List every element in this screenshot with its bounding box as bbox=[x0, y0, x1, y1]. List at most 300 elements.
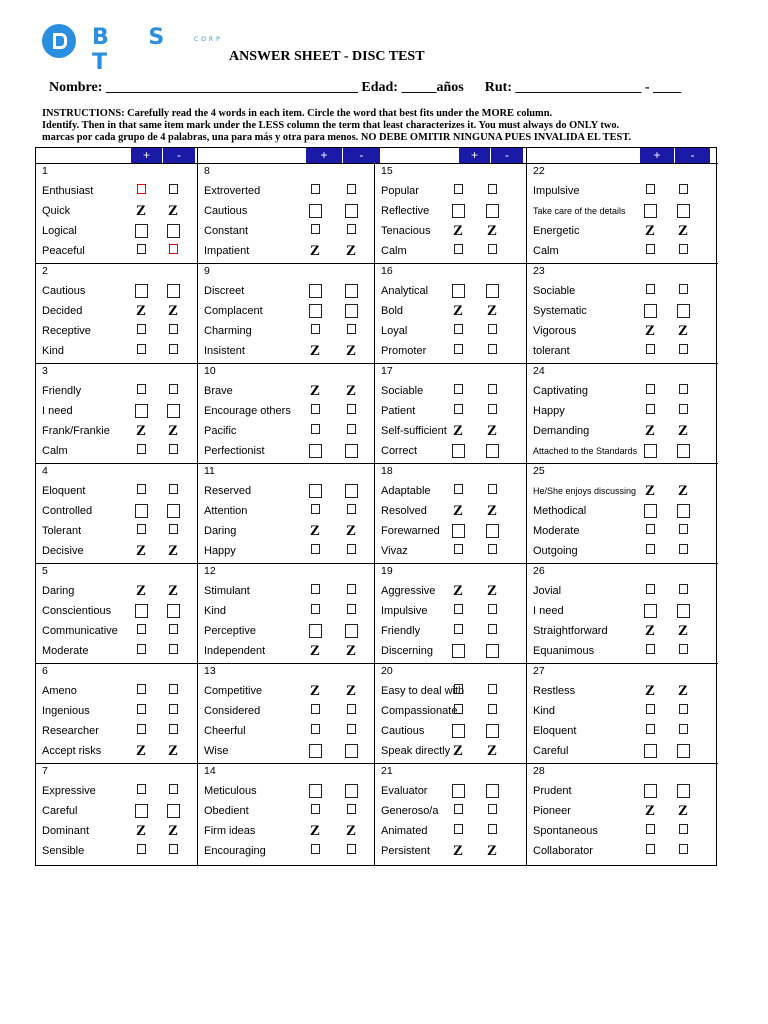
word-label: Controlled bbox=[42, 505, 93, 517]
more-checkbox[interactable] bbox=[308, 584, 322, 598]
more-checkbox[interactable] bbox=[134, 644, 148, 658]
less-checkbox[interactable] bbox=[344, 544, 358, 558]
word-row bbox=[375, 182, 526, 202]
less-checkbox[interactable] bbox=[676, 204, 690, 222]
less-checkbox[interactable] bbox=[485, 724, 499, 742]
more-checkbox[interactable] bbox=[134, 184, 148, 198]
less-checkbox[interactable] bbox=[166, 704, 180, 718]
more-checkbox[interactable] bbox=[643, 824, 657, 838]
more-checkbox[interactable]: Z bbox=[135, 823, 146, 839]
more-checkbox[interactable] bbox=[134, 284, 148, 302]
more-checkbox[interactable]: Z bbox=[644, 683, 655, 699]
more-checkbox[interactable] bbox=[451, 324, 465, 338]
less-checkbox[interactable]: Z bbox=[677, 803, 688, 819]
less-checkbox[interactable] bbox=[344, 184, 358, 198]
word-row bbox=[198, 382, 374, 402]
less-checkbox[interactable] bbox=[676, 604, 690, 622]
more-checkbox[interactable] bbox=[643, 744, 657, 762]
logo-b-icon bbox=[42, 24, 76, 58]
word-label: Restless bbox=[533, 685, 576, 697]
group-number: 28 bbox=[533, 765, 545, 777]
word-label: Cautious bbox=[42, 285, 86, 297]
less-checkbox[interactable] bbox=[344, 844, 358, 858]
more-checkbox[interactable]: Z bbox=[452, 423, 463, 439]
more-checkbox[interactable] bbox=[451, 184, 465, 198]
word-group bbox=[527, 564, 718, 664]
word-row bbox=[527, 422, 718, 442]
word-row bbox=[36, 222, 197, 242]
less-checkbox[interactable] bbox=[485, 604, 499, 618]
word-row bbox=[36, 322, 197, 342]
less-checkbox[interactable] bbox=[676, 444, 690, 462]
word-label: Attached to the Standards bbox=[533, 446, 638, 456]
less-checkbox[interactable] bbox=[344, 484, 358, 502]
less-checkbox[interactable] bbox=[676, 184, 690, 198]
less-checkbox[interactable] bbox=[676, 504, 690, 522]
less-checkbox[interactable] bbox=[166, 844, 180, 858]
less-checkbox[interactable]: Z bbox=[677, 483, 688, 499]
less-checkbox[interactable] bbox=[344, 724, 358, 738]
less-checkbox[interactable] bbox=[166, 344, 180, 358]
less-checkbox[interactable] bbox=[676, 384, 690, 398]
less-checkbox[interactable] bbox=[485, 184, 499, 198]
more-checkbox[interactable]: Z bbox=[309, 383, 320, 399]
less-checkbox[interactable] bbox=[166, 644, 180, 658]
word-label: Analytical bbox=[381, 285, 429, 297]
more-checkbox[interactable]: Z bbox=[309, 643, 320, 659]
more-checkbox[interactable]: Z bbox=[644, 803, 655, 819]
more-checkbox[interactable] bbox=[643, 404, 657, 418]
more-checkbox[interactable] bbox=[643, 704, 657, 718]
less-checkbox[interactable] bbox=[485, 704, 499, 718]
more-checkbox[interactable] bbox=[451, 684, 465, 698]
more-checkbox[interactable]: Z bbox=[452, 743, 463, 759]
more-checkbox[interactable] bbox=[308, 284, 322, 302]
answer-grid bbox=[35, 147, 717, 866]
more-checkbox[interactable] bbox=[643, 724, 657, 738]
instructions bbox=[42, 108, 732, 144]
more-checkbox[interactable]: Z bbox=[452, 583, 463, 599]
more-checkbox[interactable]: Z bbox=[452, 503, 463, 519]
more-checkbox[interactable] bbox=[451, 704, 465, 718]
less-checkbox[interactable] bbox=[166, 444, 180, 458]
more-checkbox[interactable] bbox=[134, 704, 148, 718]
word-row bbox=[527, 442, 718, 462]
more-checkbox[interactable] bbox=[134, 784, 148, 798]
more-checkbox[interactable]: Z bbox=[309, 823, 320, 839]
more-checkbox[interactable]: Z bbox=[309, 243, 320, 259]
less-checkbox[interactable]: Z bbox=[167, 743, 178, 759]
more-checkbox[interactable]: Z bbox=[135, 303, 146, 319]
less-checkbox[interactable] bbox=[344, 404, 358, 418]
more-checkbox[interactable] bbox=[134, 224, 148, 242]
word-row bbox=[36, 382, 197, 402]
more-checkbox[interactable] bbox=[134, 684, 148, 698]
group-number: 12 bbox=[204, 565, 216, 577]
less-checkbox[interactable] bbox=[166, 404, 180, 422]
less-checkbox[interactable] bbox=[344, 804, 358, 818]
more-checkbox[interactable]: Z bbox=[452, 223, 463, 239]
more-checkbox[interactable]: Z bbox=[135, 583, 146, 599]
less-checkbox[interactable] bbox=[344, 304, 358, 322]
more-checkbox[interactable] bbox=[643, 504, 657, 522]
more-checkbox[interactable] bbox=[134, 484, 148, 498]
word-row bbox=[198, 822, 374, 842]
word-group bbox=[375, 564, 526, 664]
word-row bbox=[375, 522, 526, 542]
less-checkbox[interactable] bbox=[344, 784, 358, 802]
less-checkbox[interactable] bbox=[485, 524, 499, 542]
less-checkbox[interactable] bbox=[676, 344, 690, 358]
word-label: Tolerant bbox=[42, 525, 82, 537]
word-row bbox=[375, 342, 526, 362]
more-checkbox[interactable] bbox=[643, 644, 657, 658]
less-checkbox[interactable] bbox=[676, 544, 690, 558]
more-checkbox[interactable] bbox=[643, 244, 657, 258]
word-label: Conscientious bbox=[42, 605, 112, 617]
word-row bbox=[198, 442, 374, 462]
word-row bbox=[36, 602, 197, 622]
less-checkbox[interactable]: Z bbox=[486, 223, 497, 239]
less-checkbox[interactable] bbox=[166, 324, 180, 338]
more-checkbox[interactable] bbox=[643, 204, 657, 222]
word-label: Cheerful bbox=[204, 725, 246, 737]
more-checkbox[interactable] bbox=[308, 784, 322, 802]
word-row bbox=[36, 282, 197, 302]
less-checkbox[interactable] bbox=[485, 684, 499, 698]
more-checkbox[interactable] bbox=[451, 244, 465, 258]
more-checkbox[interactable] bbox=[451, 784, 465, 802]
word-label: Captivating bbox=[533, 385, 589, 397]
less-checkbox[interactable]: Z bbox=[677, 223, 688, 239]
less-checkbox[interactable]: Z bbox=[345, 683, 356, 699]
less-checkbox[interactable]: Z bbox=[167, 203, 178, 219]
word-label: He/She enjoys discussing bbox=[533, 486, 637, 496]
more-checkbox[interactable]: Z bbox=[644, 223, 655, 239]
group-number: 26 bbox=[533, 565, 545, 577]
more-checkbox[interactable] bbox=[451, 624, 465, 638]
more-checkbox[interactable] bbox=[643, 444, 657, 462]
word-label: Discerning bbox=[381, 645, 433, 657]
less-checkbox[interactable] bbox=[676, 244, 690, 258]
word-label: Calm bbox=[381, 245, 407, 257]
less-checkbox[interactable] bbox=[676, 304, 690, 322]
word-row bbox=[36, 542, 197, 562]
more-checkbox[interactable] bbox=[308, 484, 322, 502]
column-header bbox=[375, 148, 526, 164]
more-checkbox[interactable] bbox=[451, 824, 465, 838]
less-checkbox[interactable] bbox=[485, 324, 499, 338]
word-row bbox=[36, 822, 197, 842]
more-checkbox[interactable] bbox=[451, 384, 465, 398]
more-checkbox[interactable]: Z bbox=[135, 743, 146, 759]
less-checkbox[interactable]: Z bbox=[345, 343, 356, 359]
more-checkbox[interactable] bbox=[643, 844, 657, 858]
more-checkbox[interactable] bbox=[134, 804, 148, 822]
more-checkbox[interactable] bbox=[134, 324, 148, 338]
word-label: Prudent bbox=[533, 785, 572, 797]
less-checkbox[interactable] bbox=[676, 724, 690, 738]
less-checkbox[interactable] bbox=[485, 344, 499, 358]
more-checkbox[interactable] bbox=[308, 444, 322, 462]
more-checkbox[interactable] bbox=[308, 724, 322, 738]
less-checkbox[interactable] bbox=[485, 204, 499, 222]
more-checkbox[interactable]: Z bbox=[644, 423, 655, 439]
more-checkbox[interactable] bbox=[134, 504, 148, 522]
less-checkbox[interactable]: Z bbox=[167, 583, 178, 599]
less-checkbox[interactable]: Z bbox=[167, 823, 178, 839]
more-checkbox[interactable] bbox=[643, 544, 657, 558]
less-checkbox[interactable] bbox=[485, 784, 499, 802]
less-checkbox[interactable] bbox=[676, 524, 690, 538]
more-checkbox[interactable]: Z bbox=[644, 623, 655, 639]
less-checkbox[interactable] bbox=[344, 204, 358, 222]
less-checkbox[interactable] bbox=[166, 684, 180, 698]
more-checkbox[interactable] bbox=[451, 524, 465, 542]
more-checkbox[interactable] bbox=[134, 444, 148, 458]
less-checkbox[interactable] bbox=[166, 604, 180, 622]
less-checkbox[interactable] bbox=[344, 224, 358, 238]
word-row bbox=[375, 502, 526, 522]
less-checkbox[interactable] bbox=[676, 644, 690, 658]
less-checkbox[interactable] bbox=[676, 824, 690, 838]
more-checkbox[interactable] bbox=[134, 724, 148, 738]
less-checkbox[interactable] bbox=[166, 384, 180, 398]
word-group bbox=[198, 264, 374, 364]
more-checkbox[interactable] bbox=[134, 604, 148, 622]
word-label: Energetic bbox=[533, 225, 580, 237]
word-label: Bold bbox=[381, 305, 404, 317]
word-label: Logical bbox=[42, 225, 77, 237]
less-checkbox[interactable] bbox=[344, 624, 358, 642]
less-checkbox[interactable]: Z bbox=[167, 303, 178, 319]
more-checkbox[interactable] bbox=[308, 704, 322, 718]
less-checkbox[interactable] bbox=[485, 804, 499, 818]
more-checkbox[interactable] bbox=[643, 184, 657, 198]
word-row bbox=[36, 742, 197, 762]
less-checkbox[interactable]: Z bbox=[345, 383, 356, 399]
more-checkbox[interactable]: Z bbox=[135, 423, 146, 439]
word-row bbox=[198, 242, 374, 262]
less-checkbox[interactable] bbox=[676, 584, 690, 598]
word-row bbox=[36, 702, 197, 722]
more-checkbox[interactable] bbox=[643, 784, 657, 802]
less-checkbox[interactable] bbox=[485, 544, 499, 558]
more-checkbox[interactable] bbox=[308, 404, 322, 418]
more-checkbox[interactable] bbox=[451, 724, 465, 742]
word-group bbox=[36, 164, 197, 264]
more-checkbox[interactable] bbox=[308, 424, 322, 438]
more-checkbox[interactable]: Z bbox=[309, 523, 320, 539]
more-checkbox[interactable]: Z bbox=[644, 323, 655, 339]
word-label: Kind bbox=[204, 605, 227, 617]
less-checkbox[interactable] bbox=[485, 824, 499, 838]
less-checkbox[interactable]: Z bbox=[677, 323, 688, 339]
word-label: Sociable bbox=[533, 285, 576, 297]
more-checkbox[interactable] bbox=[308, 744, 322, 762]
more-checkbox[interactable] bbox=[643, 604, 657, 622]
more-checkbox[interactable] bbox=[451, 484, 465, 498]
less-checkbox[interactable] bbox=[166, 184, 180, 198]
less-checkbox[interactable] bbox=[166, 524, 180, 538]
word-label: Encouraging bbox=[204, 845, 266, 857]
more-column-header: + bbox=[306, 148, 343, 163]
word-row bbox=[198, 522, 374, 542]
less-checkbox[interactable]: Z bbox=[345, 523, 356, 539]
less-checkbox[interactable] bbox=[676, 784, 690, 802]
less-checkbox[interactable] bbox=[166, 804, 180, 822]
more-checkbox[interactable]: Z bbox=[309, 343, 320, 359]
less-checkbox[interactable] bbox=[166, 244, 180, 258]
less-checkbox[interactable]: Z bbox=[486, 503, 497, 519]
more-checkbox[interactable]: Z bbox=[644, 483, 655, 499]
more-checkbox[interactable] bbox=[308, 804, 322, 818]
more-checkbox[interactable] bbox=[308, 624, 322, 642]
more-checkbox[interactable]: Z bbox=[135, 203, 146, 219]
more-checkbox[interactable] bbox=[451, 644, 465, 662]
word-row bbox=[527, 382, 718, 402]
more-checkbox[interactable] bbox=[134, 524, 148, 538]
word-row bbox=[527, 282, 718, 302]
word-label: Speak directly bbox=[381, 745, 451, 757]
more-checkbox[interactable] bbox=[451, 604, 465, 618]
more-checkbox[interactable]: Z bbox=[309, 683, 320, 699]
word-label: Happy bbox=[204, 545, 236, 557]
less-checkbox[interactable]: Z bbox=[167, 543, 178, 559]
less-checkbox[interactable] bbox=[166, 624, 180, 638]
more-checkbox[interactable] bbox=[643, 304, 657, 322]
less-checkbox[interactable] bbox=[485, 244, 499, 258]
less-checkbox[interactable]: Z bbox=[486, 303, 497, 319]
word-row bbox=[198, 222, 374, 242]
less-checkbox[interactable]: Z bbox=[486, 423, 497, 439]
word-row bbox=[375, 402, 526, 422]
more-checkbox[interactable] bbox=[308, 204, 322, 222]
more-checkbox[interactable] bbox=[451, 404, 465, 418]
group-number: 8 bbox=[204, 165, 210, 177]
more-checkbox[interactable] bbox=[308, 304, 322, 322]
more-checkbox[interactable] bbox=[134, 344, 148, 358]
less-checkbox[interactable] bbox=[676, 284, 690, 298]
more-checkbox[interactable] bbox=[451, 284, 465, 302]
more-checkbox[interactable] bbox=[134, 624, 148, 638]
more-checkbox[interactable] bbox=[308, 224, 322, 238]
more-checkbox[interactable]: Z bbox=[135, 543, 146, 559]
less-checkbox[interactable] bbox=[485, 644, 499, 662]
word-label: Enthusiast bbox=[42, 185, 94, 197]
less-checkbox[interactable] bbox=[166, 784, 180, 798]
more-checkbox[interactable] bbox=[308, 184, 322, 198]
less-checkbox[interactable] bbox=[344, 604, 358, 618]
less-checkbox[interactable] bbox=[166, 284, 180, 302]
less-checkbox[interactable] bbox=[344, 444, 358, 462]
less-checkbox[interactable]: Z bbox=[486, 743, 497, 759]
more-checkbox[interactable]: Z bbox=[452, 303, 463, 319]
more-checkbox[interactable] bbox=[451, 804, 465, 818]
less-checkbox[interactable] bbox=[344, 584, 358, 598]
less-checkbox[interactable]: Z bbox=[486, 583, 497, 599]
less-checkbox[interactable]: Z bbox=[677, 683, 688, 699]
group-number: 14 bbox=[204, 765, 216, 777]
word-row bbox=[375, 322, 526, 342]
more-checkbox[interactable] bbox=[308, 844, 322, 858]
less-checkbox[interactable] bbox=[344, 284, 358, 302]
less-checkbox[interactable]: Z bbox=[345, 643, 356, 659]
less-checkbox[interactable]: Z bbox=[677, 623, 688, 639]
less-checkbox[interactable]: Z bbox=[167, 423, 178, 439]
more-checkbox[interactable] bbox=[134, 384, 148, 398]
less-checkbox[interactable] bbox=[485, 404, 499, 418]
more-checkbox[interactable] bbox=[643, 584, 657, 598]
more-checkbox[interactable] bbox=[308, 544, 322, 558]
word-row bbox=[36, 402, 197, 422]
word-group bbox=[198, 164, 374, 264]
less-checkbox[interactable] bbox=[676, 704, 690, 718]
less-checkbox[interactable]: Z bbox=[486, 843, 497, 859]
word-row bbox=[36, 242, 197, 262]
more-checkbox[interactable] bbox=[134, 244, 148, 258]
word-label: Correct bbox=[381, 445, 418, 457]
less-checkbox[interactable] bbox=[344, 504, 358, 518]
more-checkbox[interactable] bbox=[643, 524, 657, 538]
less-checkbox[interactable] bbox=[344, 424, 358, 438]
word-row bbox=[198, 282, 374, 302]
less-checkbox[interactable] bbox=[676, 744, 690, 762]
instruction-line: INSTRUCTIONS: Carefully read the 4 words in each item. Circle the word that best fits under the MORE column. bbox=[42, 108, 553, 119]
word-row bbox=[36, 422, 197, 442]
column-header bbox=[36, 148, 197, 164]
less-checkbox[interactable] bbox=[344, 324, 358, 338]
more-checkbox[interactable] bbox=[451, 544, 465, 558]
word-group bbox=[375, 764, 526, 864]
more-checkbox[interactable] bbox=[308, 324, 322, 338]
less-checkbox[interactable]: Z bbox=[345, 823, 356, 839]
less-checkbox[interactable]: Z bbox=[345, 243, 356, 259]
less-checkbox[interactable] bbox=[344, 704, 358, 718]
more-checkbox[interactable] bbox=[451, 444, 465, 462]
less-checkbox[interactable] bbox=[166, 504, 180, 522]
word-row bbox=[198, 782, 374, 802]
more-checkbox[interactable] bbox=[451, 204, 465, 222]
more-checkbox[interactable] bbox=[308, 504, 322, 518]
less-checkbox[interactable] bbox=[344, 744, 358, 762]
less-checkbox[interactable] bbox=[485, 484, 499, 498]
word-label: Spontaneous bbox=[533, 825, 598, 837]
more-checkbox[interactable] bbox=[308, 604, 322, 618]
less-checkbox[interactable] bbox=[485, 284, 499, 302]
less-checkbox[interactable] bbox=[676, 844, 690, 858]
word-row bbox=[36, 482, 197, 502]
more-checkbox[interactable] bbox=[643, 344, 657, 358]
less-checkbox[interactable] bbox=[485, 444, 499, 462]
more-checkbox[interactable] bbox=[643, 384, 657, 398]
more-checkbox[interactable] bbox=[451, 344, 465, 358]
group-number: 24 bbox=[533, 365, 545, 377]
less-checkbox[interactable] bbox=[676, 404, 690, 418]
less-checkbox[interactable] bbox=[166, 484, 180, 498]
more-checkbox[interactable]: Z bbox=[452, 843, 463, 859]
less-checkbox[interactable]: Z bbox=[677, 423, 688, 439]
less-checkbox[interactable] bbox=[485, 384, 499, 398]
word-row bbox=[527, 602, 718, 622]
less-checkbox[interactable] bbox=[485, 624, 499, 638]
more-checkbox[interactable] bbox=[134, 404, 148, 422]
more-checkbox[interactable] bbox=[643, 284, 657, 298]
less-checkbox[interactable] bbox=[166, 224, 180, 242]
more-checkbox[interactable] bbox=[134, 844, 148, 858]
word-label: Kind bbox=[42, 345, 65, 357]
less-checkbox[interactable] bbox=[166, 724, 180, 738]
